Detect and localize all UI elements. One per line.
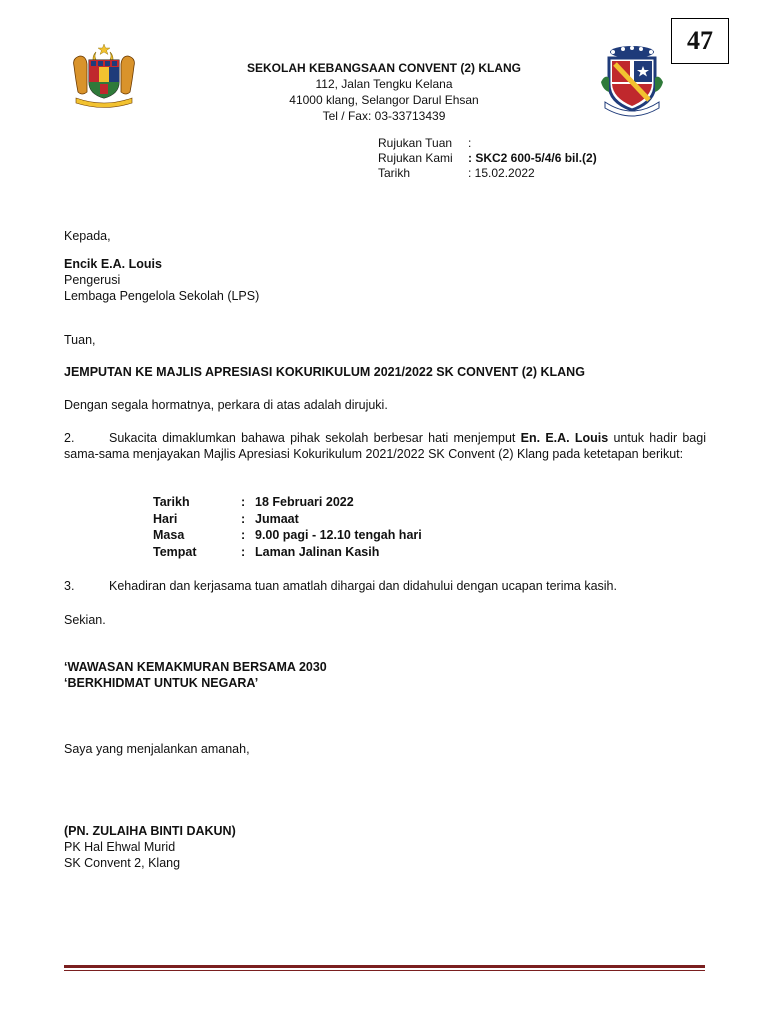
address-line-1: 112, Jalan Tengku Kelana — [315, 77, 453, 91]
recipient-name: Encik E.A. Louis — [64, 257, 162, 271]
recipient-org: Lembaga Pengelola Sekolah (LPS) — [64, 289, 260, 303]
detail-row-tempat — [153, 544, 422, 561]
detail-value: 18 Februari 2022 — [255, 495, 354, 509]
tarikh-label: Tarikh — [378, 166, 411, 180]
motto-line-2: ‘BERKHIDMAT UNTUK NEGARA’ — [64, 676, 259, 690]
detail-value: 9.00 pagi - 12.10 tengah hari — [255, 528, 422, 542]
rujukan-tuan-label: Rujukan Tuan — [378, 136, 453, 150]
detail-row-hari — [153, 511, 422, 528]
detail-sep: : — [241, 511, 246, 526]
subject-line: JEMPUTAN KE MAJLIS APRESIASI KOKURIKULUM 2021/2022 SK CONVENT (2) KLANG — [64, 365, 585, 379]
tarikh-value: : 15.02.2022 — [468, 166, 535, 180]
address-line-2: 41000 klang, Selangor Darul Ehsan — [289, 93, 479, 107]
rujukan-kami-label: Rujukan Kami — [378, 151, 453, 165]
motto-line-1: ‘WAWASAN KEMAKMURAN BERSAMA 2030 — [64, 660, 327, 674]
salutation: Tuan, — [64, 333, 96, 347]
reference-block — [378, 136, 597, 181]
paragraph-2-text-before: Sukacita dimaklumkan bahawa pihak sekolah berbesar hati menjemput — [109, 431, 521, 445]
coat-of-arms-logo — [70, 42, 138, 108]
sekian: Sekian. — [64, 613, 106, 627]
detail-row-tarikh — [153, 494, 422, 511]
rujukan-kami-value: : SKC2 600-5/4/6 bil.(2) — [468, 151, 597, 165]
detail-row-masa — [153, 527, 422, 544]
recipient-block — [64, 256, 706, 304]
page-number: 47 — [687, 26, 713, 55]
paragraph-3 — [64, 578, 706, 594]
recipient-title: Pengerusi — [64, 273, 121, 287]
detail-sep: : — [241, 528, 246, 542]
paragraph-2-number: 2. — [64, 431, 75, 445]
signatory-block — [64, 823, 706, 871]
motto-block — [64, 659, 706, 691]
paragraph-2-text-after: untuk hadir bagi sama-sama menjayakan Majlis Apresiasi Kokurikulum 2021/2022 SK Convent (2) Klang pada ketetapan berikut: — [64, 431, 706, 461]
detail-sep: : — [241, 495, 246, 509]
footer-divider-thin — [64, 970, 705, 971]
detail-sep: : — [241, 544, 246, 559]
letterhead — [160, 60, 608, 124]
closing-phrase: Saya yang menjalankan amanah, — [64, 742, 250, 756]
detail-value: Jumaat — [255, 511, 299, 526]
footer-divider-thick — [64, 965, 705, 968]
detail-key: Tempat — [153, 544, 197, 559]
detail-key: Tarikh — [153, 495, 190, 509]
detail-value: Laman Jalinan Kasih — [255, 544, 380, 559]
detail-key: Masa — [153, 528, 185, 542]
signatory-name: (PN. ZULAIHA BINTI DAKUN) — [64, 824, 236, 838]
paragraph-2 — [64, 430, 706, 462]
signatory-school: SK Convent 2, Klang — [64, 856, 181, 870]
invitee-name: En. E.A. Louis — [520, 431, 609, 445]
school-name: SEKOLAH KEBANGSAAN CONVENT (2) KLANG — [246, 61, 521, 75]
school-crest-logo — [601, 44, 663, 118]
detail-key: Hari — [153, 511, 178, 526]
page-number-box — [671, 18, 729, 64]
event-details — [153, 494, 422, 560]
kepada-label: Kepada, — [64, 229, 111, 243]
tel-fax: Tel / Fax: 03-33713439 — [322, 109, 446, 123]
paragraph-3-number: 3. — [64, 579, 75, 593]
rujukan-tuan-value: : — [468, 136, 472, 150]
opening-paragraph: Dengan segala hormatnya, perkara di atas adalah dirujuki. — [64, 398, 388, 412]
signatory-position: PK Hal Ehwal Murid — [64, 840, 176, 854]
paragraph-3-text: Kehadiran dan kerjasama tuan amatlah dihargai dan didahului dengan ucapan terima kasih. — [109, 579, 617, 593]
